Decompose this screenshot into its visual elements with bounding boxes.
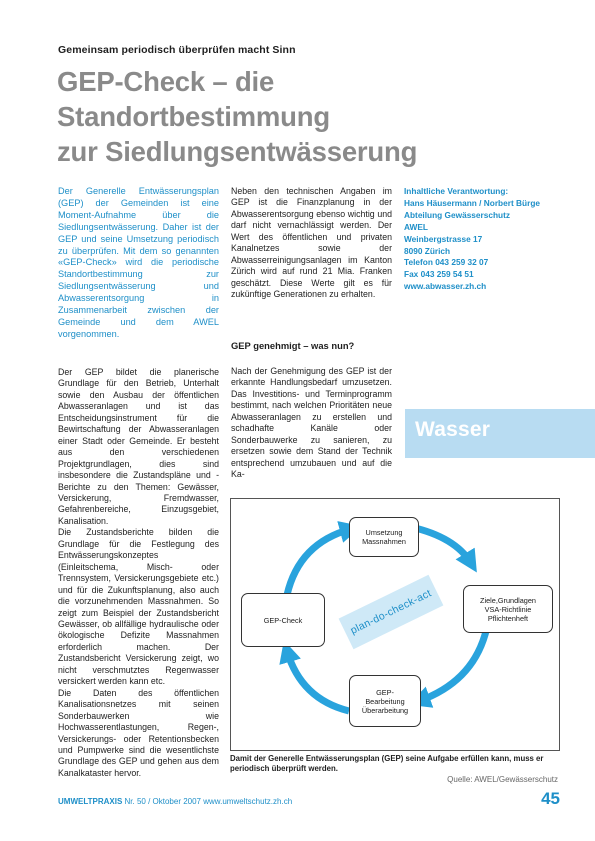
footer <box>58 797 292 806</box>
pdca-label: plan-do-check-act <box>348 587 434 637</box>
page-title <box>57 64 547 169</box>
section-subheading: GEP genehmigt – was nun? <box>231 340 355 351</box>
body-column-1 <box>58 367 219 779</box>
body-column-2 <box>231 186 392 301</box>
kicker: Gemeinsam periodisch überprüfen macht Sinn <box>58 44 296 56</box>
contact-street: Weinbergstrasse 17 <box>404 233 483 244</box>
page-number: 45 <box>541 789 560 808</box>
node-gep-check: GEP-Check <box>241 593 325 647</box>
arrow-right-bottom <box>419 627 487 701</box>
contact-fax: Fax 043 259 54 51 <box>404 269 474 280</box>
footer-magazine: UMWELTPRAXIS <box>58 797 123 806</box>
contact-organisation: AWEL <box>404 221 428 232</box>
node-ziele: Ziele,Grundlagen VSA-Richtlinie Pflichtenheft <box>463 585 553 633</box>
body-column-2-continued <box>231 366 392 481</box>
lead-paragraph: Der Generelle Entwässerungsplan (GEP) der Gemeinden ist eine Moment-Aufnahme über die Siedlungsentwässerung. Daher ist der GEP und seine Umsetzung periodisch zu überprüfen. Mit dem so genannten «GEP-Check» wird die periodische Standortbestimmung zur Siedlungsentwässerung und Abwasserentsorgung in Zusammenarbeit zwischen der Gemeinde und dem AWEL vorgenommen. <box>58 186 219 339</box>
section-tag-label: Wasser <box>415 418 491 441</box>
node-umsetzung: Umsetzung Massnahmen <box>349 517 419 557</box>
body-paragraph: Die Zustandsberichte bilden die Grundlage für die Festlegung des Entwässerungskonzeptes (Einleitschema, Misch- oder Trennsystem, Versickerungsgebiete etc.) und für die Zukunftsplanung, also auch die vorzunehmenden Massnahmen. So zeigt zum Beispiel der Zustandsbericht Gewässer, ob allfällige hydraulische oder ökologische Defizite Massnahmen erforderlich machen. Der Zustandsbericht Versickerung zeigt, wo nicht verschmutztes Regenwasser versickert werden kann etc. <box>58 527 219 687</box>
contact-block <box>404 186 554 293</box>
contact-names: Hans Häusermann / Norbert Bürge <box>404 197 541 208</box>
contact-website-link[interactable]: www.abwasser.zh.ch <box>404 281 487 292</box>
title-line-1: GEP-Check – die Standortbestimmung <box>57 66 330 132</box>
arrow-bottom-left <box>287 651 349 711</box>
contact-department: Abteilung Gewässerschutz <box>404 209 511 220</box>
body-paragraph: Der GEP bildet die planerische Grundlage für den Betrieb, Unterhalt sowie den Ausbau der öffentlichen Abwasseranlagen und ist das Entscheidungsinstrument für die Bewirtschaftung der Abwasseranlagen einer Stadt oder Gemeinde. Er besteht aus den verschiedenen Projektgrundlagen, dies sind insbesondere die Zustandspläne und -Berichte zu den Themen: Gewässer, Versickerung, Fremdwasser, Gefahrenbereiche, Einzugsgebiet, Kanalisation. <box>58 367 219 526</box>
arrow-top-right <box>411 527 471 563</box>
contact-phone: Telefon 043 259 32 07 <box>404 257 489 268</box>
arrow-left-top <box>287 529 351 595</box>
section-tag <box>405 409 595 458</box>
contact-label: Inhaltliche Verantwortung: <box>404 186 509 196</box>
figure-source: Quelle: AWEL/Gewässerschutz <box>447 775 558 784</box>
body-paragraph: Neben den technischen Angaben im GEP ist die Finanzplanung in der Abwasserentsorgung ebenso wichtig und darf nicht vernachlässigt werden. Der Wert des öffentlichen und privaten Kanalnetzes sowie der Abwasserreinigungsanlagen im Kanton Zürich wird auf rund 21 Mia. Franken geschätzt. Diese Werte gilt es für zukünftige Generationen zu erhalten. <box>231 186 392 300</box>
figure-caption: Damit der Generelle Entwässerungsplan (GEP) seine Aufgabe erfüllen kann, muss er periodisch überprüft werden. <box>230 754 544 773</box>
node-gep-bearbeitung: GEP- Bearbeitung Überarbeitung <box>349 675 421 727</box>
pdca-diagram <box>230 498 560 751</box>
title-line-2: zur Siedlungsentwässerung <box>57 136 418 167</box>
body-paragraph: Nach der Genehmigung des GEP ist der erkannte Handlungsbedarf umzusetzen. Das Investitions- und Terminprogramm bestimmt, nach welchen Prioritäten neue Abwasseranlagen zu erstellen und schadhafte Kanäle oder Sonderbauwerke zu sanieren, zu ersetzen sowie dem Stand der Technik entsprechend umzubauen und auf die Ka- <box>231 366 392 480</box>
body-paragraph: Die Daten des öffentlichen Kanalisationsnetzes mit seinen Sonderbauwerken wie Hochwasserentlastungen, Regen-, Versickerungs- oder Retentionsbecken und Pumpwerke sind die wesentlichste Grundlage des GEP und gehen aus dem Kanalkataster hervor. <box>58 687 219 778</box>
footer-issue: Nr. 50 / Oktober 2007 www.umweltschutz.zh.ch <box>122 797 293 806</box>
contact-city: 8090 Zürich <box>404 245 451 256</box>
